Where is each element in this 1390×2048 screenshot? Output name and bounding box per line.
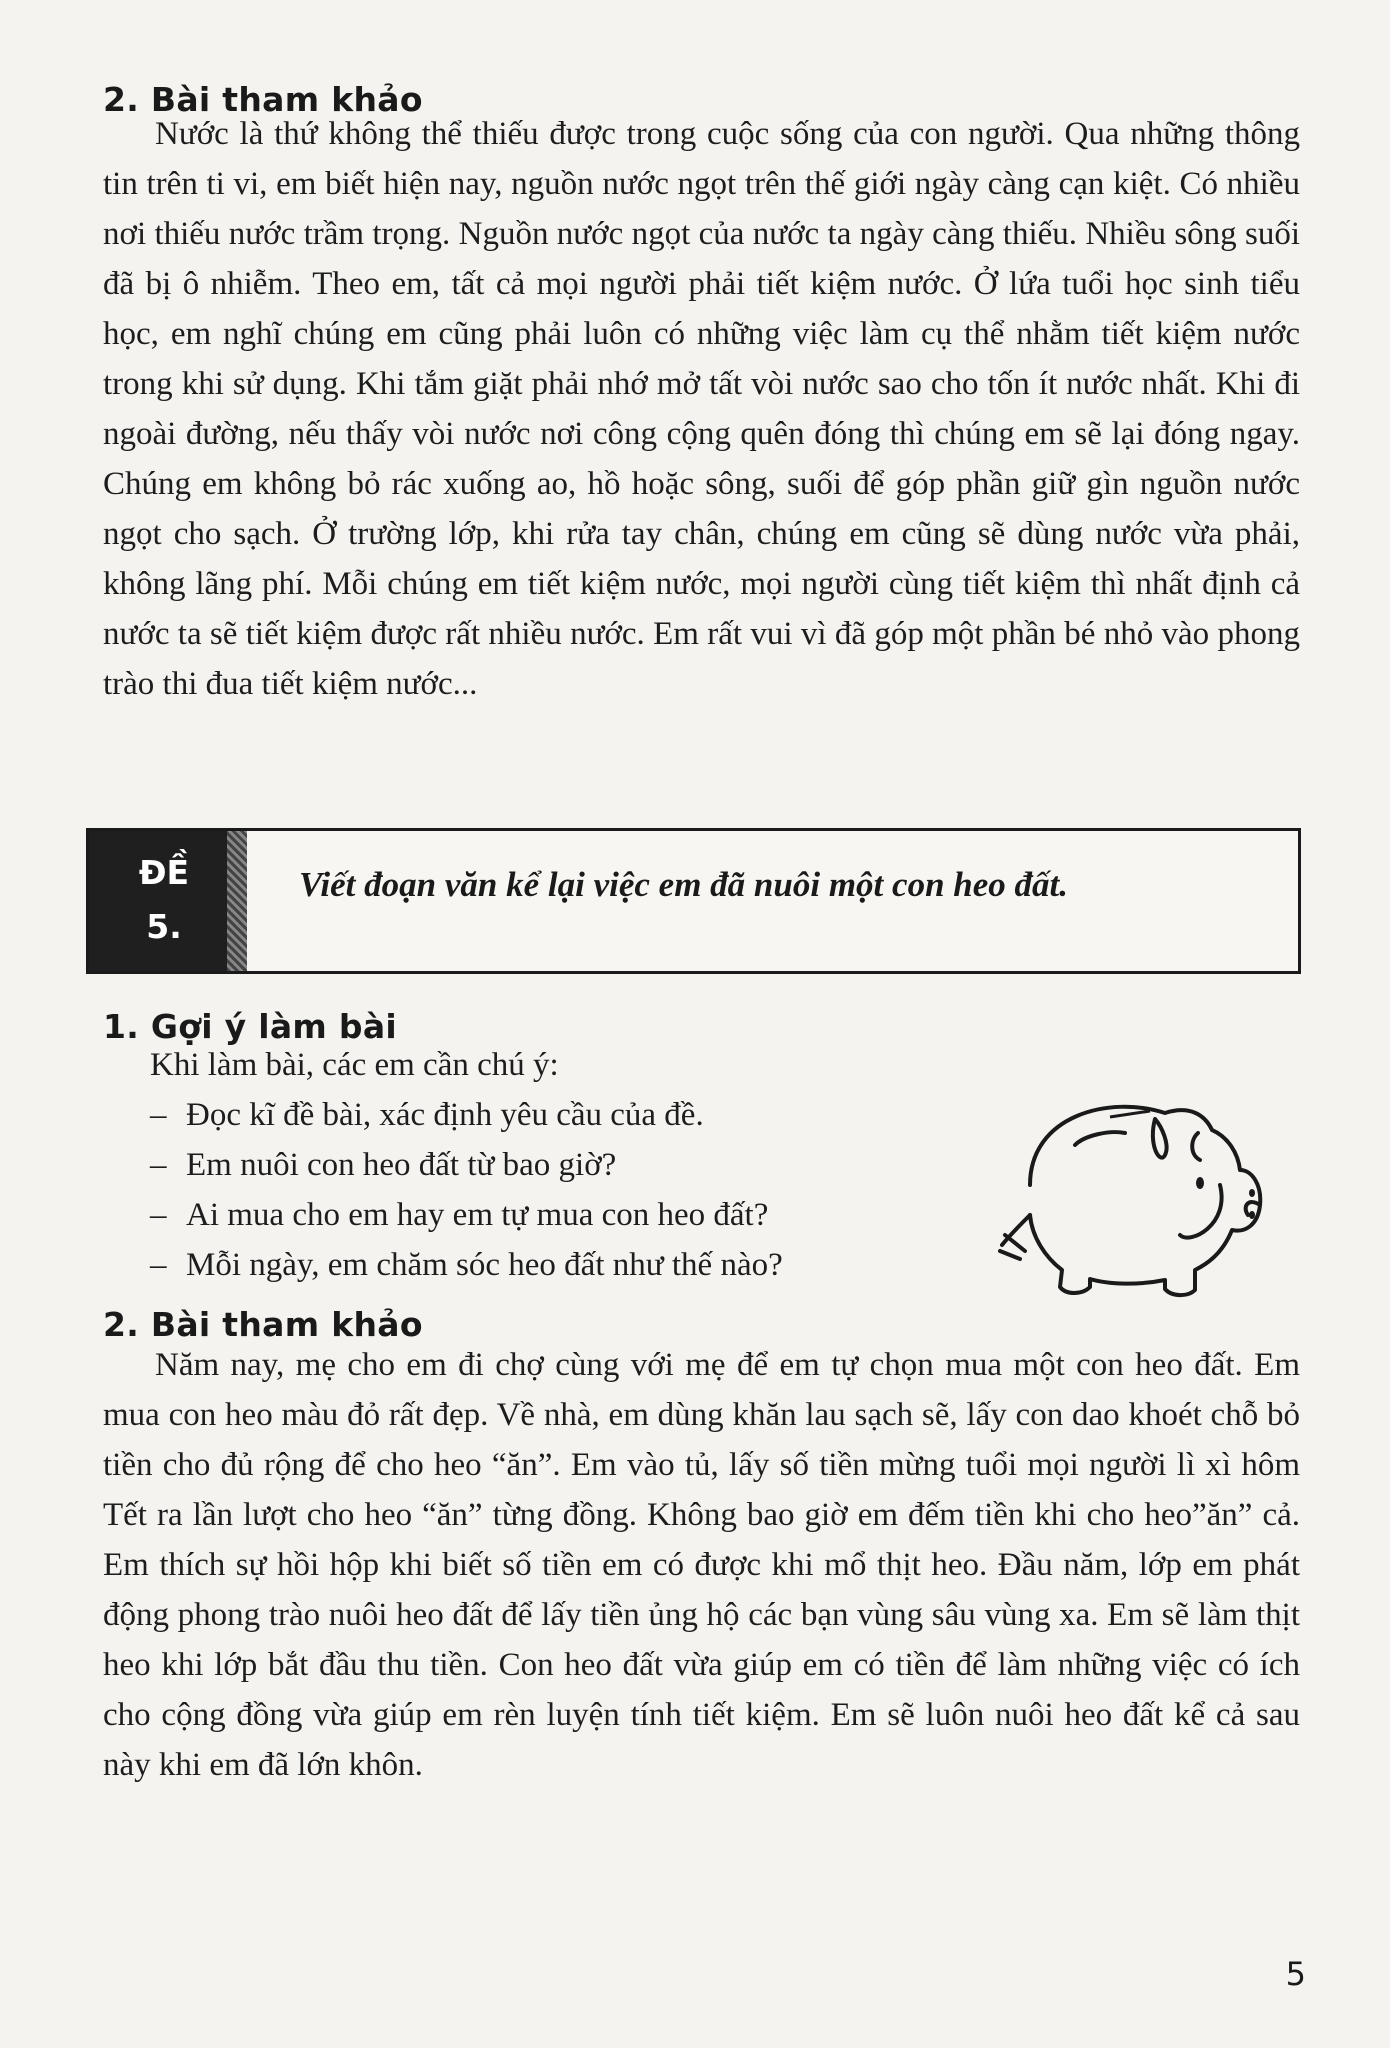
hint-item-text: Đọc kĩ đề bài, xác định yêu cầu của đề. [186,1097,704,1133]
reference-paragraph-2 [103,1340,1300,1790]
exercise-label: ĐỀ [138,853,190,892]
hint-item [150,1240,783,1290]
exercise-number-badge [89,831,247,971]
exercise-number: 5. [146,907,182,946]
hint-intro: Khi làm bài, các em cần chú ý: [150,1047,559,1083]
page-number: 5 [1285,1955,1306,1993]
hint-heading: 1. Gợi ý làm bài [103,1007,398,1046]
piggy-bank-icon [990,1075,1270,1305]
dash: – [150,1197,167,1233]
hint-item [150,1190,768,1240]
hint-item-text: Ai mua cho em hay em tự mua con heo đất? [186,1197,769,1233]
dash: – [150,1097,167,1133]
badge-stripe [227,831,247,971]
hint-item-text: Mỗi ngày, em chăm sóc heo đất như thế nào? [186,1247,783,1283]
hint-item [150,1090,704,1140]
section-heading-reference-1: 2. Bài tham khảo [103,80,423,119]
hint-item-text: Em nuôi con heo đất từ bao giờ? [186,1147,617,1183]
dash: – [150,1247,167,1283]
dash: – [150,1147,167,1183]
exercise-box [86,828,1301,974]
reference-paragraph-1 [103,109,1300,709]
reference-text-1: Nước là thứ không thể thiếu được trong cuộc sống của con người. Qua những thông tin trên ti vi, em biết hiện nay, nguồn nước ngọt trên thế giới ngày càng cạn kiệt. Có nhiều nơi thiếu nước trầm trọng. Nguồn nước ngọt của nước ta ngày càng thiếu. Nhiều sông suối đã bị ô nhiễm. Theo em, tất cả mọi người phải tiết kiệm nước. Ở lứa tuổi học sinh tiểu học, em nghĩ chúng em cũng phải luôn có những việc làm cụ thể nhằm tiết kiệm nước trong khi sử dụng. Khi tắm giặt phải nhớ mở tất vòi nước sao cho tốn ít nước nhất. Khi đi ngoài đường, nếu thấy vòi nước nơi công cộng quên đóng thì chúng em sẽ lại đóng ngay. Chúng em không bỏ rác xuống ao, hồ hoặc sông, suối để góp phần giữ gìn nguồn nước ngọt cho sạch. Ở trường lớp, khi rửa tay chân, chúng em cũng sẽ dùng nước vừa phải, không lãng phí. Mỗi chúng em tiết kiệm nước, mọi người cùng tiết kiệm thì nhất định cả nước ta sẽ tiết kiệm được rất nhiều nước. Em rất vui vì đã góp một phần bé nhỏ vào phong trào thi đua tiết kiệm nước... [103,116,1300,702]
reference-text-2: Năm nay, mẹ cho em đi chợ cùng với mẹ để em tự chọn mua một con heo đất. Em mua con heo màu đỏ rất đẹp. Về nhà, em dùng khăn lau sạch sẽ, lấy con dao khoét chỗ bỏ tiền cho đủ rộng để cho heo “ăn”. Em vào tủ, lấy số tiền mừng tuổi mọi người lì xì hôm Tết ra lần lượt cho heo “ăn” từng đồng. Không bao giờ em đếm tiền khi cho heo”ăn” cả. Em thích sự hồi hộp khi biết số tiền em có được khi mổ thịt heo. Đầu năm, lớp em phát động phong trào nuôi heo đất để lấy tiền ủng hộ các bạn vùng sâu vùng xa. Em sẽ làm thịt heo khi lớp bắt đầu thu tiền. Con heo đất vừa giúp em có tiền để làm những việc có ích cho cộng đồng vừa giúp em rèn luyện tính tiết kiệm. Em sẽ luôn nuôi heo đất kể cả sau này khi em đã lớn khôn. [103,1347,1300,1783]
pig-eye [1196,1177,1204,1189]
hint-item [150,1140,616,1190]
exercise-title: Viết đoạn văn kể lại việc em đã nuôi một con heo đất. [299,865,1069,904]
section-heading-reference-2: 2. Bài tham khảo [103,1305,423,1344]
